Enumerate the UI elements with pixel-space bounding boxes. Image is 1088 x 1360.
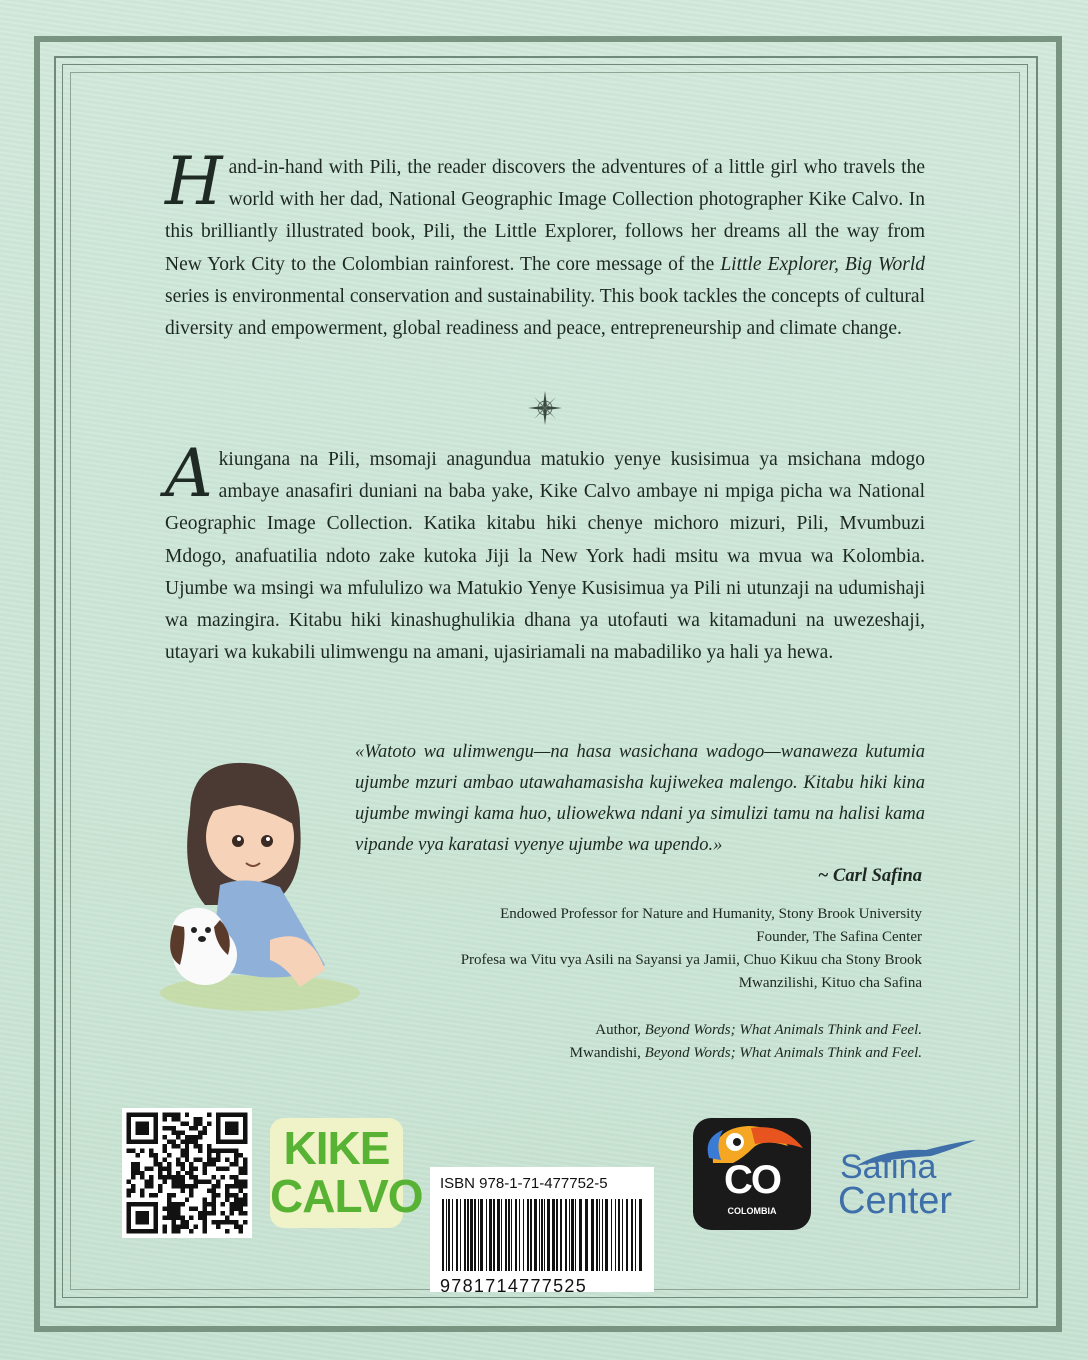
isbn-barcode <box>430 1167 654 1296</box>
credential-line: Mwanzilishi, Kituo cha Safina <box>738 975 922 991</box>
book-title: Beyond Words; What Animals Think and Feel. <box>644 1045 922 1061</box>
credential-line: Profesa wa Vitu vya Asili na Sayansi ya Jamii, Chuo Kikuu cha Stony Brook <box>460 952 922 968</box>
safina-center-logo <box>826 1138 986 1228</box>
description-text: kiungana na Pili, msomaji anagundua matukio yenye kusisimua ya msichana mdogo ambaye anasafiri duniani na baba yake, Kike Calvo ambaye ni mpiga picha wa National Geographic Image Collection. Katika kitabu hiki chenye michoro mizuri, Pili, Mvumbuzi Mdogo, anafuatilia ndoto zake kutoka Jiji la New York hadi msitu wa mvua wa Kolombia. Ujumbe wa msingi wa mfululizo wa Matukio Yenye Kusisimua ya Pili ni utunzaji na udumishaji wa mazingira. Kitabu hiki kinashughulikia dhana ya utofauti wa kitamaduni na uwezeshaji, utayari wa kukabili ulimwengu na amani, ujasiriamali na mabadiliko ya hali ya hewa. <box>165 449 925 664</box>
book-line: Author, Beyond Words; What Animals Think and Feel. <box>595 1022 922 1038</box>
isbn-label: ISBN 978-1-71-477752-5 <box>440 1175 608 1192</box>
author-credentials <box>461 903 922 995</box>
swahili-description <box>165 435 925 669</box>
description-text: series is environmental conservation and sustainability. This book tackles the concepts of cultural diversity and empowerment, global readiness and peace, entrepreneurship and climate change. <box>165 285 925 340</box>
safina-text: Safina <box>840 1148 937 1186</box>
author-books <box>570 1019 922 1065</box>
series-title: Little Explorer, Big World <box>720 253 925 275</box>
book-title: Beyond Words; What Animals Think and Feel. <box>644 1022 922 1038</box>
endorsement-quote: «Watoto wa ulimwengu—na hasa wasichana wadogo—wanaweza kutumia ujumbe mzuri ambao utawahamasisha kujiwekea malengo. Kitabu hiki kina ujumbe mwingi kama huo, uliowekwa ndani ya simulizi tamu na halisi kama vipande vya karatasi vyenye ujumbe wa upendo.» <box>355 742 925 855</box>
drop-cap: H <box>165 143 223 220</box>
description-text: and-in-hand with Pili, the reader discovers the adventures of a little girl who travels the world with her dad, National Geographic Image Collection photographer Kike Calvo. In this brilliantly illustrated book, Pili, the Little Explorer, follows her dreams all the way from New York City to the Colombian rainforest. The core message of the <box>165 157 925 275</box>
book-line: Mwandishi, Beyond Words; What Animals Think and Feel. <box>569 1045 922 1061</box>
barcode-bars <box>440 1199 644 1271</box>
credential-line: Endowed Professor for Nature and Humanity, Stony Brook University <box>500 906 922 922</box>
compass-rose-icon <box>527 390 563 426</box>
credential-line: Founder, The Safina Center <box>756 929 922 945</box>
quote-author: ~ Carl Safina <box>817 866 922 886</box>
english-description <box>165 143 925 345</box>
drop-cap: A <box>165 435 213 512</box>
colombia-toucan-logo <box>693 1118 811 1230</box>
qr-code[interactable] <box>122 1108 252 1238</box>
center-text: Center <box>838 1180 953 1222</box>
colombia-text: COLOMBIA <box>727 1206 777 1216</box>
isbn-digits: 9781714777525 <box>440 1276 588 1296</box>
kike-calvo-logo: KIKE CALVO <box>270 1118 403 1228</box>
co-text: CO <box>724 1158 780 1202</box>
girl-and-dog-illustration <box>150 755 370 1015</box>
